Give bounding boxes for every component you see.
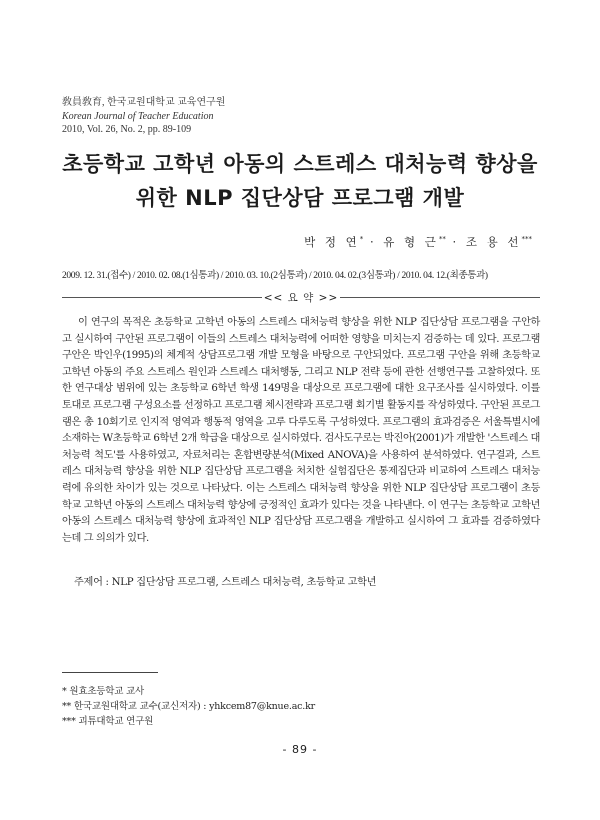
journal-name-korean: 敎員敎育, 한국교원대학교 교육연구원: [62, 97, 226, 108]
footnote-2: ** 한국교원대학교 교수(교신저자) : yhkcem87@knue.ac.kr: [62, 701, 316, 712]
author-3-mark: ***: [521, 235, 532, 244]
author-1-mark: *: [359, 235, 364, 244]
author-3: 조 용 선: [465, 235, 522, 249]
author-list: [304, 234, 532, 250]
abstract-heading: [62, 290, 540, 304]
author-1: 박 정 연: [304, 235, 360, 249]
footnotes: [62, 684, 315, 729]
abstract-body: [62, 315, 540, 547]
abstract-heading-label: << 요 약 >>: [263, 292, 339, 304]
footnote-divider: [62, 672, 158, 673]
page-number: - 89 -: [282, 743, 318, 756]
author-separator: ·: [369, 235, 377, 249]
divider-right: [340, 297, 540, 298]
paper-title-line-1: 초등학교 고학년 아동의 스트레스 대처능력 향상을: [62, 152, 538, 176]
author-2-mark: **: [438, 235, 446, 244]
abstract-text: 이 연구의 목적은 초등학교 고학년 아동의 스트레스 대처능력 향상을 위한 NLP 집단상담 프로그램을 구안하고 실시하여 구안된 프로그램이 이들의 스트레스 대처능력에 어떠한 영향을 미치는지 검증하는 데 있다. 프로그램 구안은 박인우(1995)의 체계적 상담프로그램 개발 모형을 바탕으로 구안되었다. 프로그램 구안을 위해 초등학교 고학년 아동의 주요 스트레스 원인과 스트레스 대처행동, 그리고 NLP 전략 등에 관한 선행연구를 고찰하였다. 또한 연구대상 범위에 있는 초등학교 6학년 학생 149명을 대상으로 프로그램에 대한 요구조사를 실시하였다. 이를 토대로 프로그램 구성요소를 선정하고 프로그램 체시전략과 프로그램 회기별 활동지를 작성하였다. 구안된 프로그램은 총 10회기로 인지적 영역과 행동적 영역을 고루 다루도록 구성하였다. 프로그램의 효과검증은 서울특별시에 소재하는 W초등학교 6학년 2개 학급을 대상으로 실시하였다. 검사도구로는 박진아(2001)가 개발한 '스트레스 대처능력 척도'를 사용하였고, 자료처리는 혼합변량분석(Mixed ANOVA)을 사용하여 분석하였다. 연구결과, 스트레스 대처능력 향상을 위한 NLP 집단상담 프로그램을 처치한 실험집단은 통제집단과 비교하여 스트레스 대처능력에 유의한 차이가 있는 것으로 나타났다. 이는 스트레스 대처능력 향상을 위한 NLP 집단상담 프로그램이 초등학교 고학년 아동의 스트레스 대처능력 향상에 긍정적인 효과가 있다는 것을 나타낸다. 이 연구는 초등학교 고학년 아동의 스트레스 대처능력 향상에 효과적인 NLP 집단상담 프로그램을 개발하고 실시하여 그 효과를 검증하였다는데 그 의의가 있다.: [62, 317, 540, 544]
keywords: 주제어 : NLP 집단상담 프로그램, 스트레스 대처능력, 초등학교 고학년: [74, 577, 377, 588]
author-separator: ·: [452, 235, 460, 249]
review-dates: 2009. 12. 31.(접수) / 2010. 02. 08.(1심통과) / 2010. 03. 10.(2심통과) / 2010. 04. 02.(3심통과) / 2010. 04. 12.(최종통과): [62, 271, 488, 281]
journal-volume: 2010, Vol. 26, No. 2, pp. 89-109: [62, 124, 192, 135]
paper-title-line-2: 위한 NLP 집단상담 프로그램 개발: [135, 186, 465, 210]
footnote-3: *** 괴튜대학교 연구원: [62, 716, 154, 727]
journal-name-english: Korean Journal of Teacher Education: [62, 110, 214, 122]
journal-info: [62, 96, 225, 137]
footnote-1: * 원효초등학교 교사: [62, 686, 145, 697]
author-2: 유 형 근: [383, 235, 439, 249]
